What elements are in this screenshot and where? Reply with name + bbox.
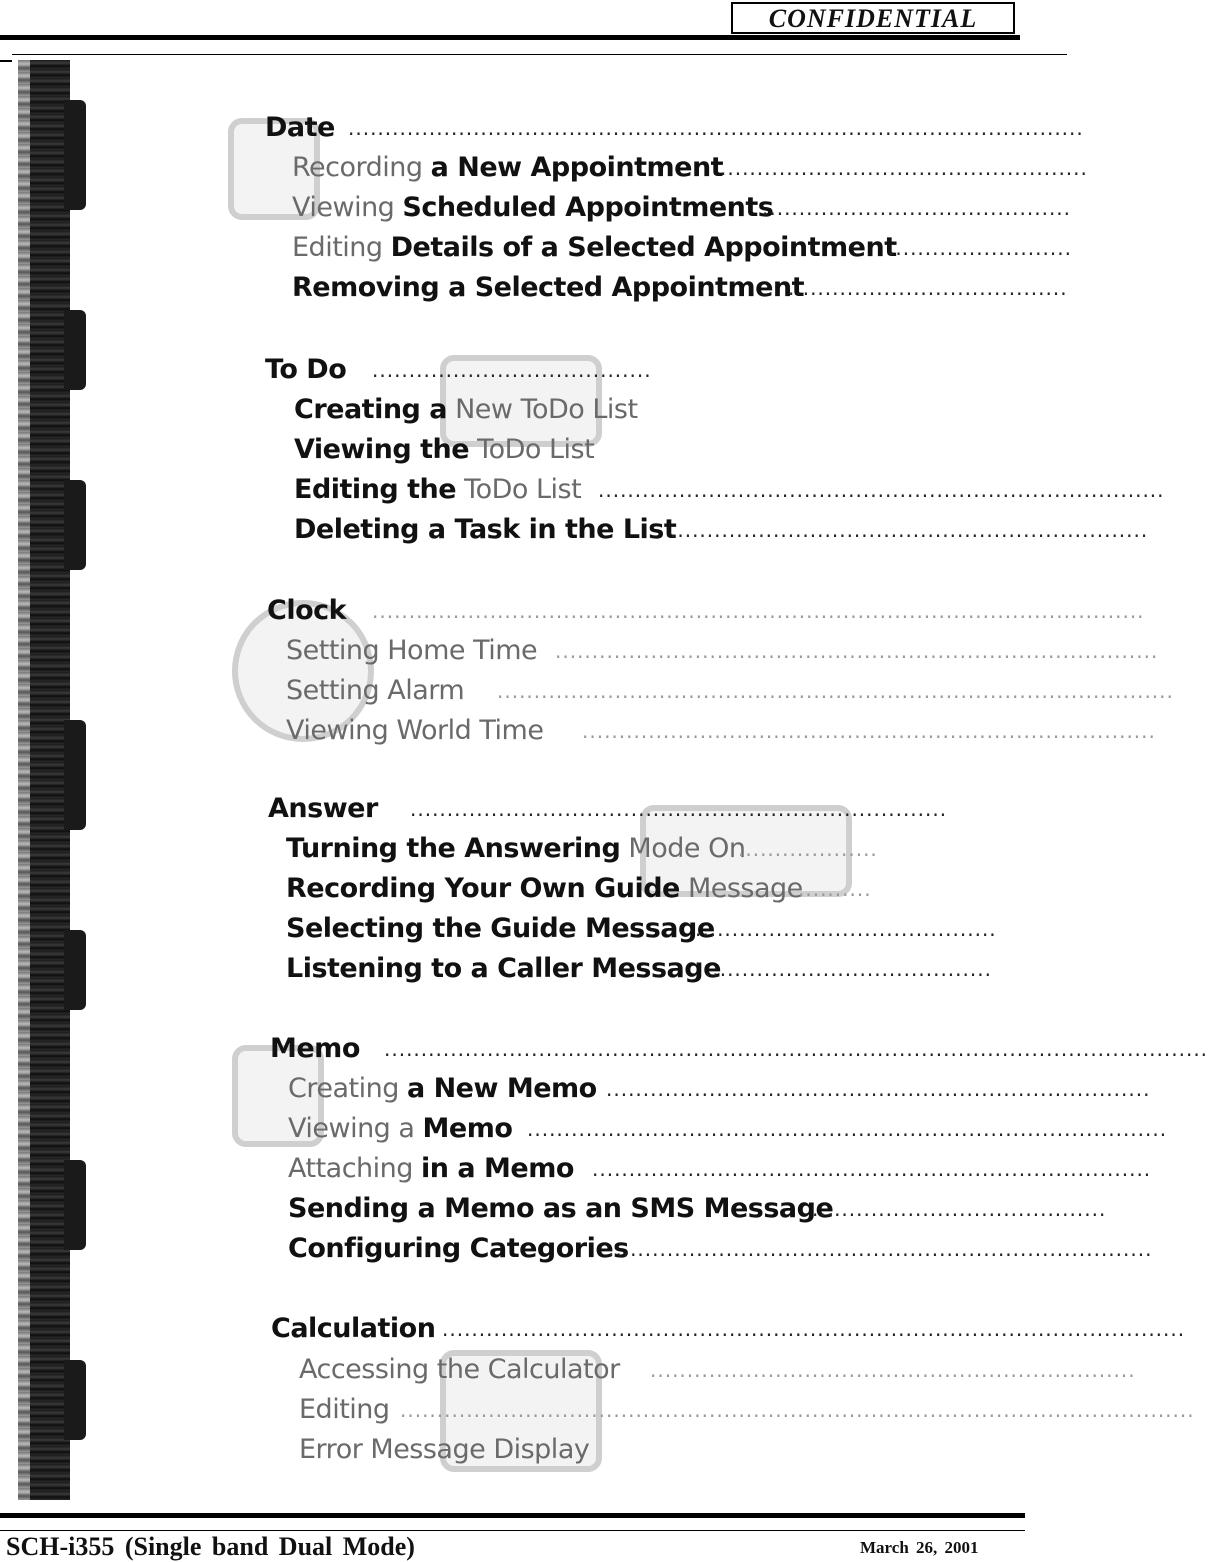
leader-dots: ................................................................................................................ (384, 1037, 1208, 1061)
binding-tab (64, 1360, 86, 1440)
leader-dots: .............................................................................. (582, 719, 1156, 743)
toc-entry: Turning the Answering Mode On (286, 833, 746, 864)
leader-dots: ......................................................................................................... (372, 599, 1145, 623)
header-rule-tick (0, 60, 12, 62)
toc-entry: Accessing the Calculator (299, 1354, 620, 1385)
leader-dots: ............................................................................ (592, 1157, 1152, 1181)
leader-dots: ..................................................................................................... (442, 1317, 1186, 1341)
toc-entry: Recording Your Own Guide Message (286, 873, 803, 904)
leader-dots: ......................... (888, 236, 1072, 260)
toc-entry: Viewing Scheduled Appointments (292, 192, 774, 223)
leader-dots: .................................................................................. (555, 639, 1159, 663)
leader-dots: .......................................................................... (608, 1237, 1153, 1261)
leader-dots: .......... (798, 877, 872, 901)
leader-dots: ........................................ (812, 1197, 1107, 1221)
header-rule-thick (0, 35, 1020, 40)
section-title-todo: To Do (265, 354, 347, 385)
toc-entry: Listening to a Caller Message (286, 953, 721, 984)
footer-rule-thick (0, 1513, 1025, 1518)
section-title-memo: Memo (270, 1033, 360, 1064)
toc-entry: Selecting the Guide Message (286, 913, 715, 944)
toc-entry: Editing (299, 1394, 390, 1425)
toc-entry: Attaching in a Memo (288, 1153, 574, 1184)
binding-tab (64, 720, 86, 830)
header-rule-thin (12, 54, 1067, 55)
leader-dots: ............................................................................................................ (400, 1398, 1195, 1422)
toc-entry: Removing a Selected Appointment (292, 272, 805, 303)
binding-tab (64, 930, 86, 1010)
binding-tab (64, 310, 86, 390)
leader-dots: ............................................................................. (598, 478, 1165, 502)
leader-dots: ....................................... (705, 957, 992, 981)
leader-dots: .......................................... (762, 196, 1072, 220)
toc-entry: Sending a Memo as an SMS Message (288, 1193, 834, 1224)
confidential-label: CONFIDENTIAL (731, 2, 1015, 34)
leader-dots: ...................................... (788, 276, 1068, 300)
leader-dots: ................................................................. (670, 518, 1149, 542)
leader-dots: .......................................................................... (606, 1077, 1151, 1101)
footer-model: SCH-i355 (Single band Dual Mode) (6, 1532, 415, 1561)
footer-date: March 26, 2001 (860, 1538, 979, 1557)
toc-entry: Viewing the ToDo List (294, 434, 595, 465)
section-title-date: Date (265, 112, 335, 143)
toc-entry: Viewing World Time (286, 715, 544, 746)
toc-entry: Editing the ToDo List (294, 474, 582, 505)
toc-entry: Recording a New Appointment (292, 152, 724, 183)
leader-dots: ...................................... (372, 358, 652, 382)
binding-tab (64, 1160, 86, 1250)
leader-dots: ....................................................................................... (527, 1117, 1168, 1141)
toc-entry: Setting Alarm (286, 675, 465, 706)
section-title-clock: Clock (267, 595, 347, 626)
section-title-calculation: Calculation (271, 1313, 436, 1344)
binding-tab (64, 480, 86, 570)
leader-dots: ............................................................................................ (497, 679, 1174, 703)
toc-entry: Configuring Categories (288, 1233, 629, 1264)
toc-entry: Creating a New Memo (288, 1073, 597, 1104)
toc-entry: Editing Details of a Selected Appointment (292, 232, 897, 263)
binding-tab (64, 100, 86, 210)
leader-dots: .................................................................................................... (348, 116, 1084, 140)
footer-rule-thin (0, 1530, 1025, 1531)
leader-dots: .................................................................. (650, 1358, 1136, 1382)
toc-entry: Setting Home Time (286, 635, 538, 666)
leader-dots: ......................................................................... (410, 797, 948, 821)
toc-entry: Deleting a Task in the List (294, 514, 677, 545)
toc-entry: Error Message Display (299, 1434, 590, 1465)
leader-dots: ......................................... (695, 917, 997, 941)
section-title-answer: Answer (268, 793, 378, 824)
toc-entry: Creating a New ToDo List (294, 394, 638, 425)
toc-entry: Viewing a Memo (288, 1113, 513, 1144)
leader-dots: ................... (738, 837, 878, 861)
leader-dots: .................................................. (720, 156, 1088, 180)
